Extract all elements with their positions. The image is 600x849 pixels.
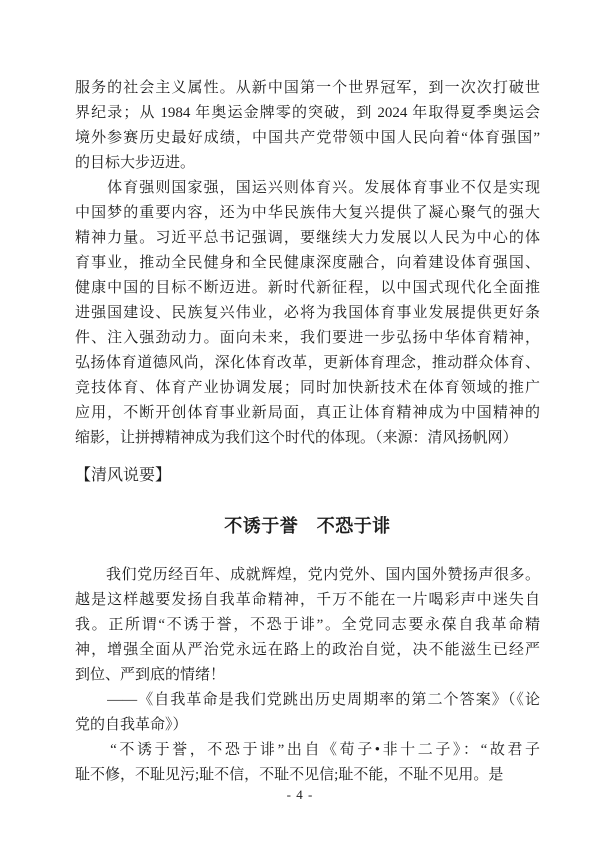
- section-sports-article-body: [75, 76, 540, 451]
- text-line: 进强国建设、民族复兴伟业，必将为我国体育事业发展提供更好条: [75, 305, 540, 321]
- page-number: - 4 -: [286, 787, 314, 802]
- paragraph: [75, 563, 540, 688]
- text-line: 育事业，推动全民健身和全民健康深度融合，向着建设体育强国、: [75, 255, 540, 271]
- text-line: ——《自我革命是我们党跳出历史周期率的第二个答案》（《论: [75, 692, 540, 708]
- text-line: 神，增强全面从严治党永远在路上的政治自觉，决不能滋生已经严: [75, 642, 540, 658]
- text-line: 精神力量。习近平总书记强调，要继续大力发展以人民为中心的体: [75, 230, 540, 246]
- text-line: 缩影，让拼搏精神成为我们这个时代的体现。（来源：清风扬帆网）: [75, 430, 518, 446]
- text-line: 的目标大步迈进。: [75, 155, 196, 171]
- page-content: [75, 76, 540, 788]
- text-line: 服务的社会主义属性。从新中国第一个世界冠军，到一次次打破世: [75, 80, 540, 96]
- text-line: 应用，不断开创体育事业新局面，真正让体育精神成为中国精神的: [75, 405, 540, 421]
- paragraph: [75, 76, 540, 176]
- article-title: 不诱于誉 不恐于诽: [224, 516, 391, 536]
- text-line: 耻不修，不耻见污;耻不信，不耻不见信;耻不能，不耻不见用。是: [75, 767, 504, 783]
- text-line: 体育强则国家强，国运兴则体育兴。发展体育事业不仅是实现: [75, 180, 540, 196]
- paragraph: [75, 688, 540, 738]
- text-line: 党的自我革命》）: [75, 717, 188, 733]
- text-line: 件、注入强劲动力。面向未来，我们要进一步弘扬中华体育精神，: [75, 330, 540, 346]
- text-line: 到位、严到底的情绪！: [75, 667, 226, 683]
- section-label: 【清风说要】: [75, 467, 172, 484]
- text-line: 境外参赛历史最好成绩，中国共产党带领中国人民向着“体育强国”: [75, 130, 540, 146]
- text-line: 中国梦的重要内容，还为中华民族伟大复兴提供了凝心聚气的强大: [75, 205, 540, 221]
- text-line: 健康中国的目标不断迈进。新时代新征程，以中国式现代化全面推: [75, 280, 540, 296]
- paragraph: [75, 738, 540, 788]
- text-line: 弘扬体育道德风尚，深化体育改革，更新体育理念，推动群众体育、: [75, 355, 540, 371]
- text-line: 我。正所谓“不诱于誉，不恐于诽”。全党同志要永葆自我革命精: [75, 617, 540, 633]
- article-body: [75, 563, 540, 788]
- paragraph: [75, 176, 540, 451]
- text-line: “不诱于誉，不恐于诽”出自《荀子•非十二子》：“故君子: [75, 742, 540, 758]
- text-line: 我们党历经百年、成就辉煌，党内党外、国内国外赞扬声很多。: [75, 567, 540, 583]
- text-line: 越是这样越要发扬自我革命精神，千万不能在一片喝彩声中迷失自: [75, 592, 540, 608]
- text-line: 竞技体育、体育产业协调发展；同时加快新技术在体育领域的推广: [75, 380, 540, 396]
- text-line: 界纪录；从 1984 年奥运金牌零的突破，到 2024 年取得夏季奥运会: [75, 105, 540, 121]
